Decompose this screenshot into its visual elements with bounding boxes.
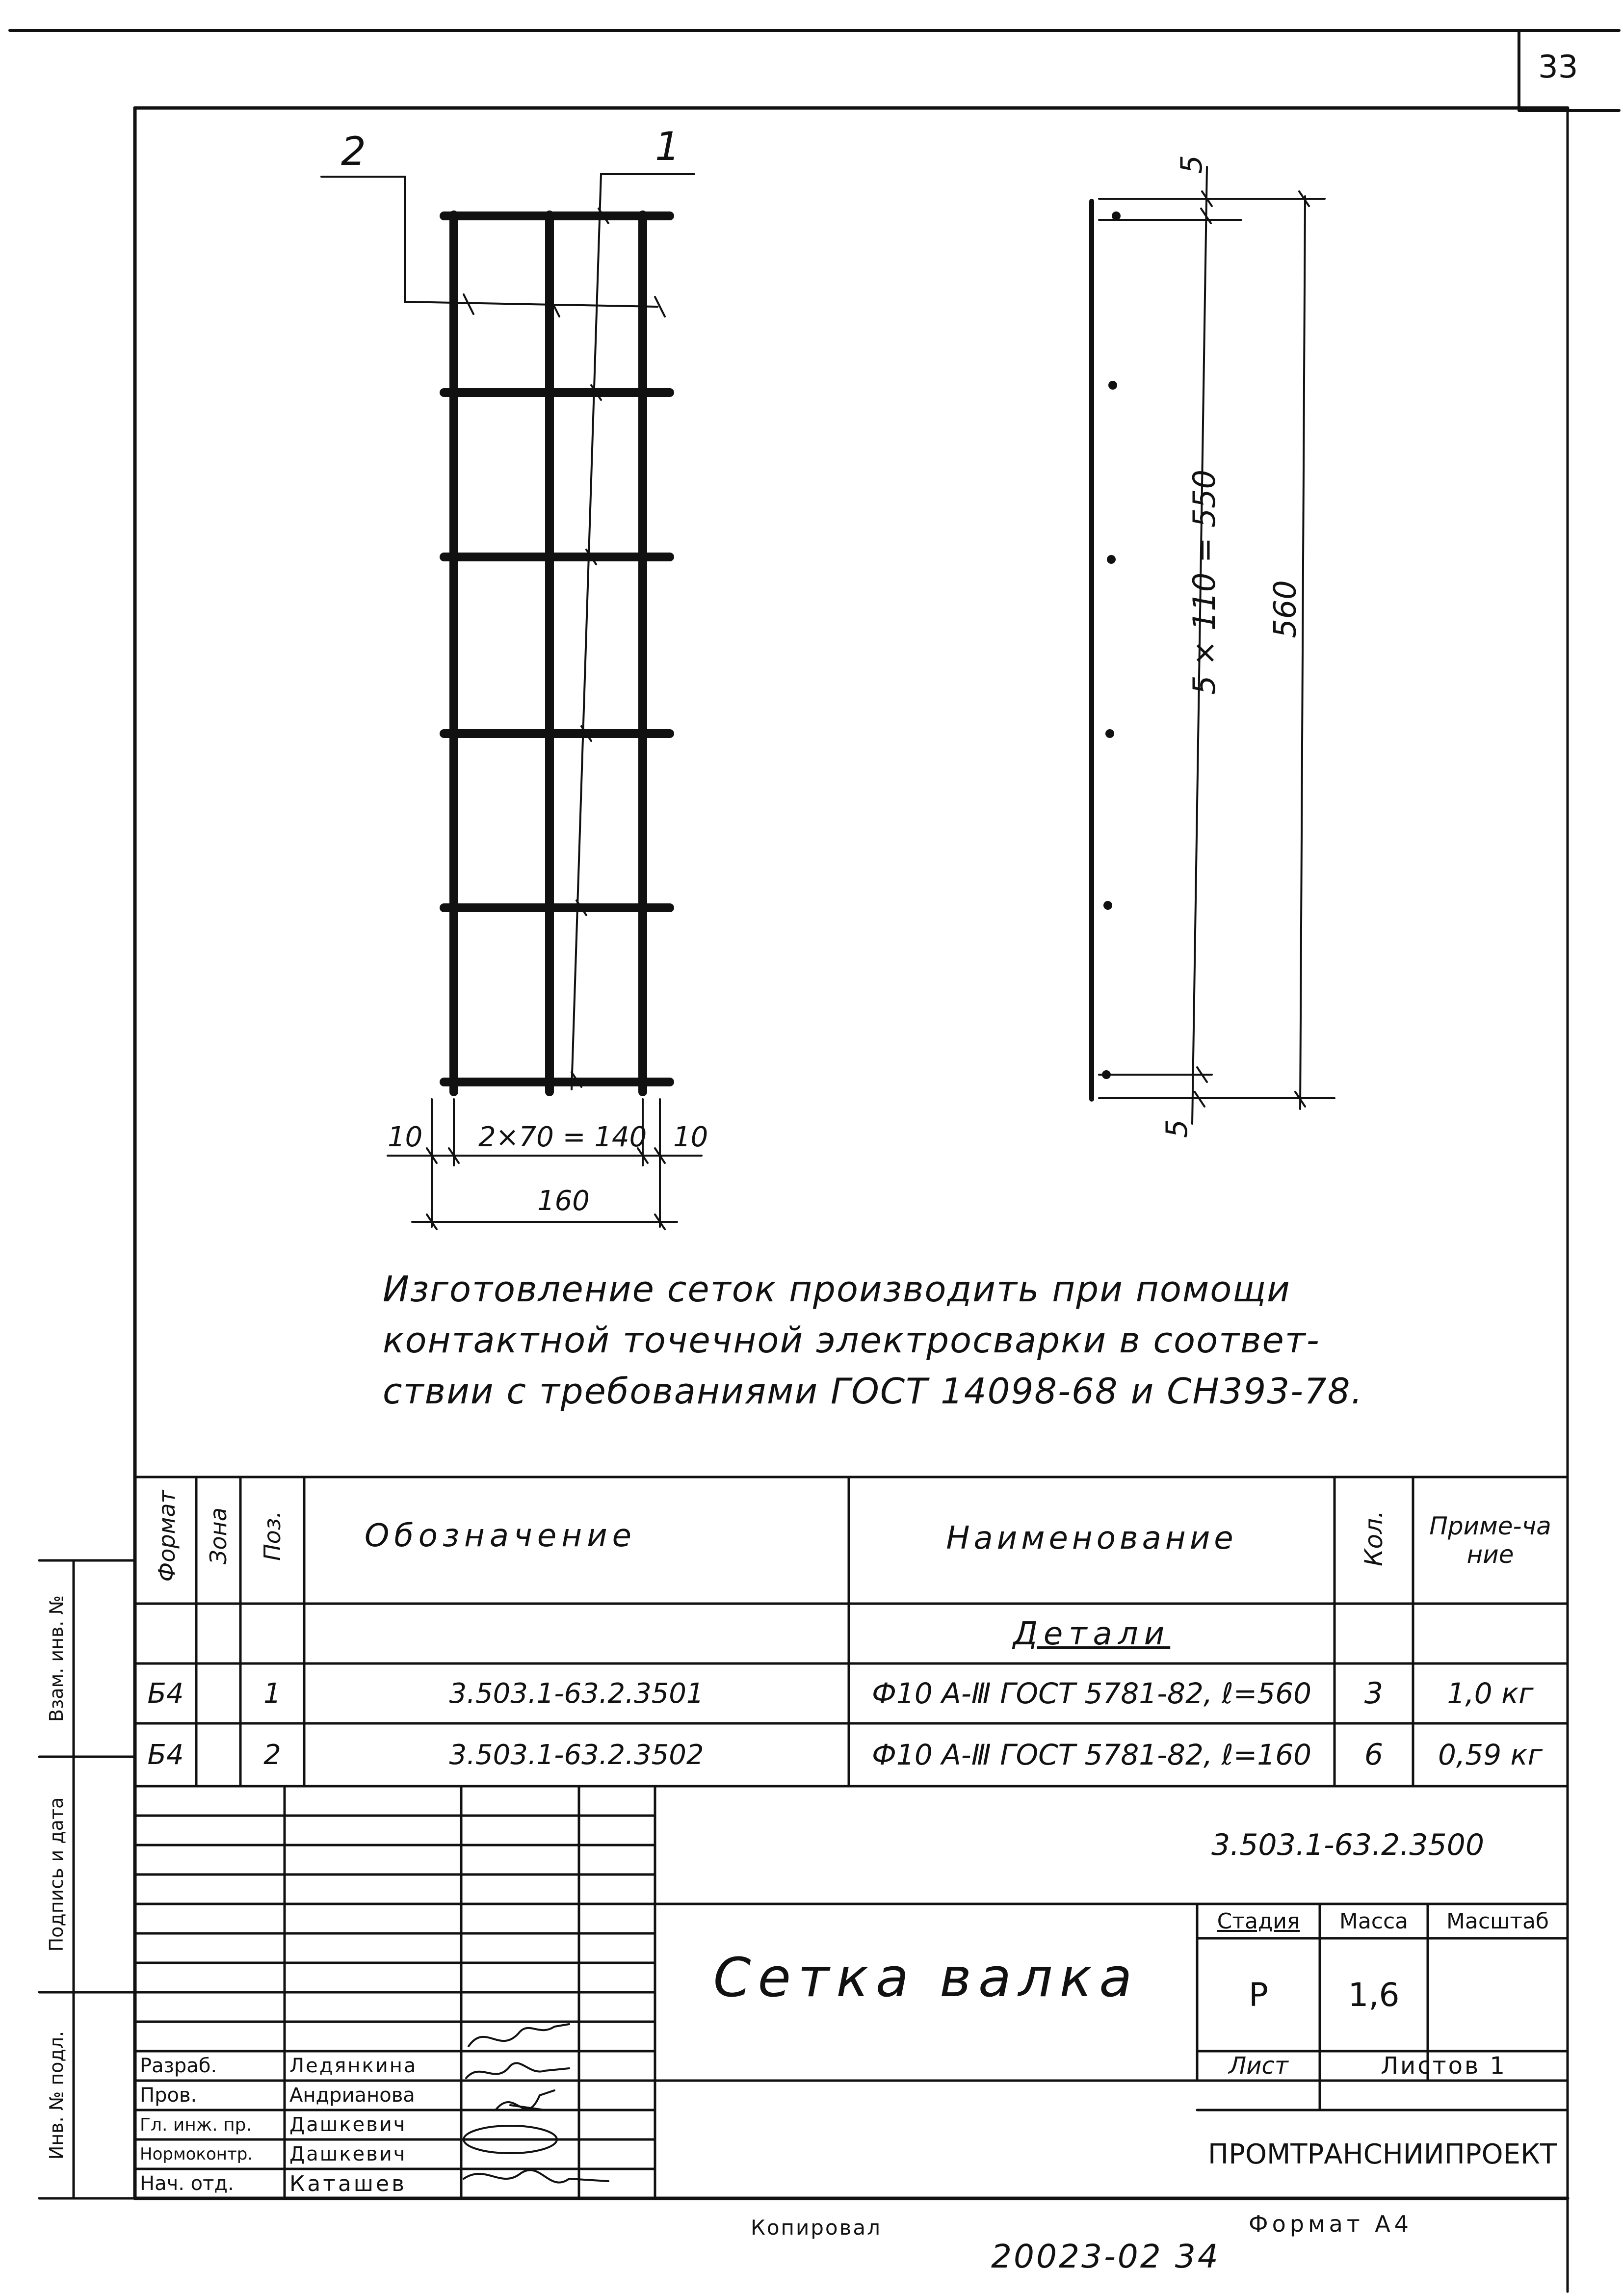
role-chief-engineer: Гл. инж. пр.: [140, 2114, 252, 2135]
row2-pos: 2: [263, 1739, 281, 1771]
dim-spacing: 2×70 = 140: [478, 1121, 647, 1153]
sheet-label: Лист: [1229, 2052, 1288, 2080]
header-designation: Обозначение: [364, 1518, 637, 1554]
drawing-title: Сетка валка: [713, 1946, 1139, 2009]
sheets-label: Листов 1: [1380, 2052, 1507, 2080]
name-norm-control: Дашкевич: [289, 2143, 407, 2165]
row2-qty: 6: [1364, 1738, 1384, 1772]
header-note: Приме-чание: [1429, 1512, 1551, 1569]
header-qty: Кол.: [1360, 1510, 1388, 1566]
row1-note: 1,0 кг: [1447, 1677, 1534, 1710]
header-format: Формат: [154, 1490, 180, 1582]
signatures: [464, 2024, 608, 2183]
footer-code: 20023-02 34: [991, 2238, 1220, 2275]
doc-number: 3.503.1-63.2.3500: [1211, 1828, 1484, 1862]
dim-end-top: 5: [1175, 155, 1209, 174]
organization: ПРОМТРАНСНИИПРОЕКТ: [1208, 2138, 1557, 2170]
stage-label: Стадия: [1217, 1908, 1300, 1934]
callout-pos1: 1: [655, 124, 680, 169]
scale-label: Масштаб: [1446, 1908, 1549, 1934]
scale-value: [1428, 1938, 1568, 2051]
mass-label: Масса: [1339, 1908, 1409, 1934]
dim-right-margin: 10: [673, 1121, 708, 1153]
dim-total-width: 160: [537, 1185, 590, 1217]
header-name: Наименование: [946, 1520, 1237, 1557]
dim-total-length: 560: [1267, 580, 1303, 638]
row2-note: 0,59 кг: [1438, 1738, 1543, 1771]
note-line: контактной точечной электросварки в соответ-: [383, 1320, 1320, 1361]
role-dept-head: Нач. отд.: [140, 2172, 234, 2195]
name-developer: Ледянкина: [289, 2055, 418, 2077]
stamp-original-inv: Инв. № подл.: [46, 2031, 67, 2160]
row2-format: Б4: [147, 1739, 184, 1771]
name-checker: Андрианова: [289, 2084, 415, 2107]
mesh-drawing: [321, 174, 702, 1229]
footer-format: Формат А4: [1249, 2211, 1413, 2237]
dim-pitch: 5 × 110 = 550: [1186, 470, 1222, 695]
role-checker: Пров.: [140, 2084, 197, 2107]
name-chief-engineer: Дашкевич: [289, 2113, 407, 2136]
name-dept-head: Каташев: [289, 2171, 407, 2196]
row1-designation: 3.503.1-63.2.3501: [449, 1677, 704, 1710]
header-zone: Зона: [205, 1507, 232, 1564]
mass-value: 1,6: [1348, 1976, 1400, 2014]
dim-left-margin: 10: [388, 1121, 423, 1153]
row2-designation: 3.503.1-63.2.3502: [449, 1739, 704, 1771]
stage-value: Р: [1249, 1976, 1268, 2014]
role-developer: Разраб.: [140, 2055, 217, 2077]
header-pos: Поз.: [259, 1511, 286, 1561]
row1-qty: 3: [1364, 1676, 1384, 1711]
role-norm-control: Нормоконтр.: [140, 2144, 253, 2164]
section-details: Детали: [1013, 1616, 1171, 1652]
page-number: 33: [1538, 49, 1578, 85]
row2-name: Ф10 А-Ⅲ ГОСТ 5781-82, ℓ=160: [872, 1738, 1311, 1771]
row1-name: Ф10 А-Ⅲ ГОСТ 5781-82, ℓ=560: [872, 1677, 1311, 1710]
row1-format: Б4: [147, 1677, 184, 1710]
stamp-signature-date: Подпись и дата: [46, 1797, 67, 1952]
row1-pos: 1: [263, 1677, 281, 1710]
callout-pos2: 2: [341, 129, 366, 174]
note-line: Изготовление сеток производить при помощи: [383, 1268, 1291, 1310]
footer-copied: Копировал: [751, 2216, 882, 2240]
dim-end-bottom: 5: [1160, 1119, 1195, 1138]
fabrication-note: [383, 1264, 1363, 1417]
stamp-replacement-inv: Взам. инв. №: [46, 1595, 67, 1722]
note-line: ствии с требованиями ГОСТ 14098-68 и СН393-78.: [383, 1371, 1363, 1412]
